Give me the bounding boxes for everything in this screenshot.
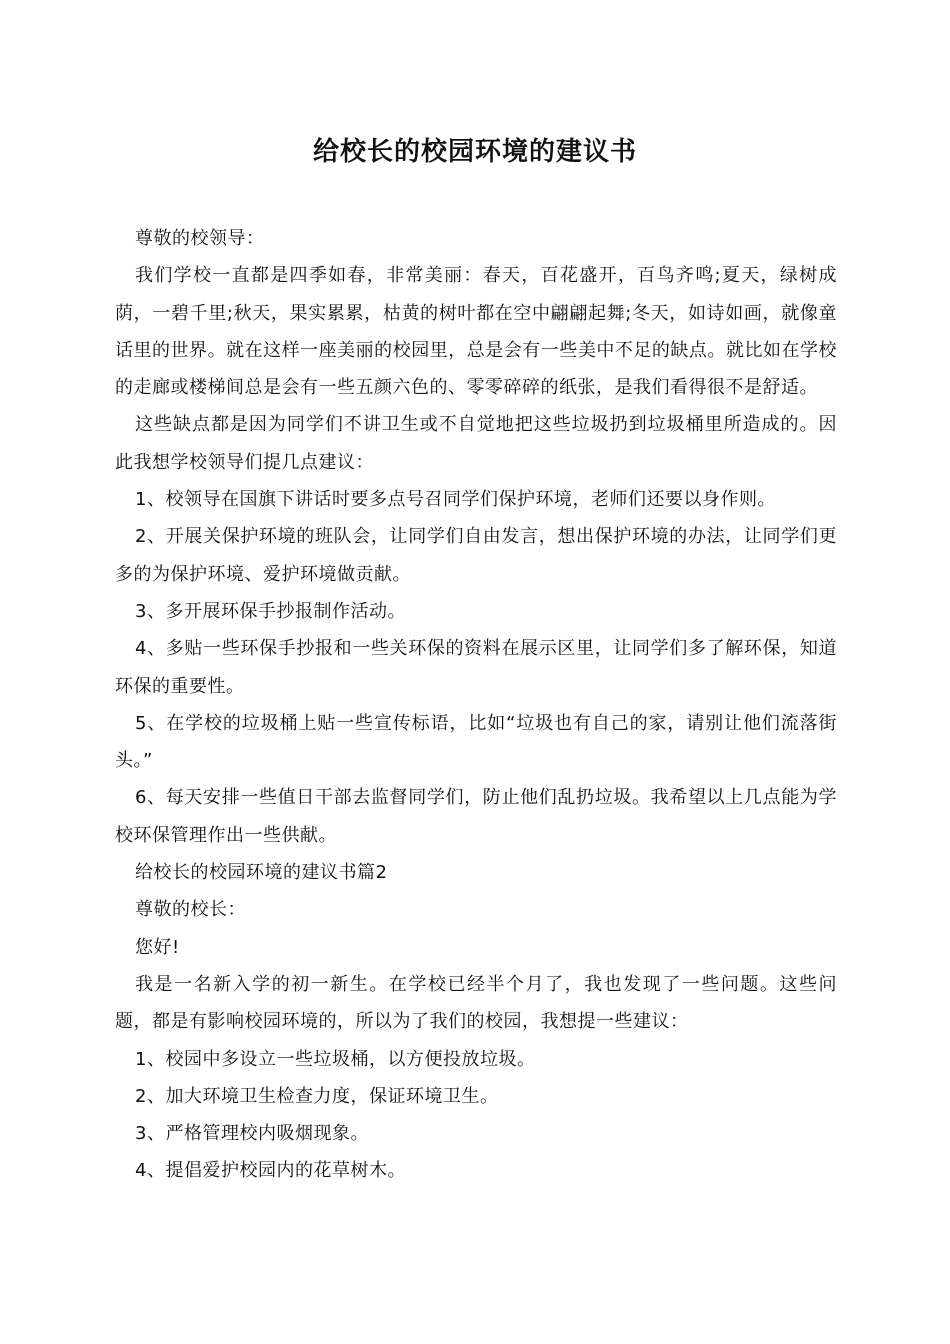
paragraph: 我们学校一直都是四季如春，非常美丽：春天，百花盛开，百鸟齐鸣;夏天，绿树成荫，一碧千里;秋天，果实累累，枯黄的树叶都在空中翩翩起舞;冬天，如诗如画，就像童话里的世界。就在这样一座美丽的校园里，总是会有一些美中不足的缺点。就比如在学校的走廊或楼梯间总是会有一些五颜六色的、零零碎碎的纸张，是我们看得很不是舒适。 bbox=[115, 265, 837, 399]
document-title: 给校长的校园环境的建议书 bbox=[312, 137, 637, 167]
greeting: 您好! bbox=[135, 936, 180, 958]
suggestion-item: 2、开展关保护环境的班队会，让同学们自由发言，想出保护环境的办法，让同学们更多的为保护环境、爱护环境做贡献。 bbox=[115, 526, 837, 585]
paragraph: 这些缺点都是因为同学们不讲卫生或不自觉地把这些垃圾扔到垃圾桶里所造成的。因此我想学校领导们提几点建议： bbox=[115, 414, 837, 473]
suggestion-item: 6、每天安排一些值日干部去监督同学们，防止他们乱扔垃圾。我希望以上几点能为学校环保管理作出一些供献。 bbox=[115, 787, 837, 846]
suggestion-item: 5、在学校的垃圾桶上贴一些宣传标语，比如“垃圾也有自己的家，请别让他们流落街头。” bbox=[115, 712, 837, 772]
suggestion-item: 4、提倡爱护校园内的花草树木。 bbox=[135, 1160, 406, 1182]
suggestion-item: 1、校领导在国旗下讲话时要多点号召同学们保护环境，老师们还要以身作则。 bbox=[135, 489, 776, 511]
salutation: 尊敬的校长： bbox=[135, 899, 246, 921]
suggestion-item: 1、校园中多设立一些垃圾桶，以方便投放垃圾。 bbox=[135, 1048, 536, 1070]
salutation: 尊敬的校领导： bbox=[135, 228, 265, 249]
suggestion-item: 4、多贴一些环保手抄报和一些关环保的资料在展示区里，让同学们多了解环保，知道环保的重要性。 bbox=[115, 638, 837, 697]
document-body bbox=[115, 220, 837, 1190]
suggestion-item: 3、严格管理校内吸烟现象。 bbox=[135, 1123, 369, 1145]
suggestion-item: 2、加大环境卫生检查力度，保证环境卫生。 bbox=[135, 1085, 499, 1107]
suggestion-item: 3、多开展环保手抄报制作活动。 bbox=[135, 600, 406, 622]
paragraph: 我是一名新入学的初一新生。在学校已经半个月了，我也发现了一些问题。这些问题，都是有影响校园环境的，所以为了我们的校园，我想提一些建议： bbox=[115, 973, 837, 1033]
section-heading: 给校长的校园环境的建议书篇2 bbox=[135, 862, 388, 884]
